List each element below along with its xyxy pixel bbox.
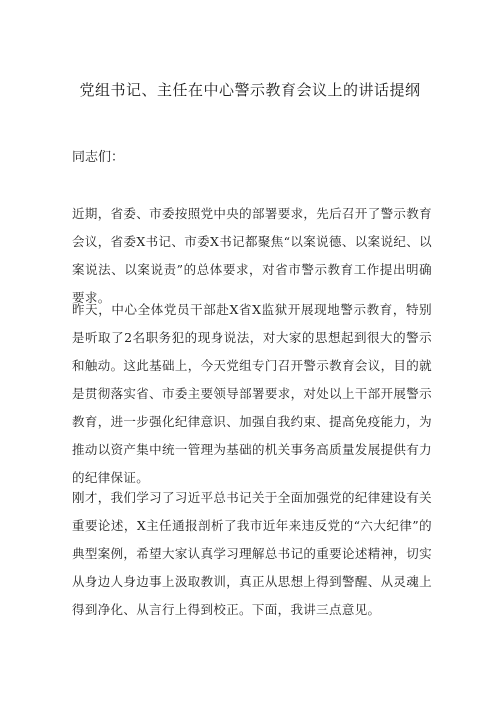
paragraph-2: 昨天，中心全体党员干部赴X省X监狱开展现地警示教育，特别是听取了2名职务犯的现身说法，对大家的思想起到很大的警示和触动。这此基础上，今天党组专门召开警示教育会议，目的就是贯彻落实省、市委主要领导部署要求，对处以上干部开展警示教育，进一步强化纪律意识、加强自我约束、提高免疫能力，为推动以资产集中统一管理为基础的机关事务高质量发展提供有力的纪律保证。 (72, 302, 432, 485)
paragraph-1: 近期，省委、市委按照党中央的部署要求，先后召开了警示教育会议，省委X书记、市委X书记都聚焦“以案说德、以案说纪、以案说法、以案说责”的总体要求，对省市警示教育工作提出明确要求。 (72, 206, 432, 305)
paragraph-3: 刚才，我们学习了习近平总书记关于全面加强党的纪律建设有关重要论述，X主任通报剖析了我市近年来违反党的“六大纪律”的典型案例，希望大家认真学习理解总书记的重要论述精神，切实从身边人身边事上汲取教训，真正从思想上得到警醒、从灵魂上得到净化、从言行上得到校正。下面，我讲三点意见。 (72, 490, 432, 617)
salutation: 同志们： (72, 150, 125, 165)
document-title: 党组书记、主任在中心警示教育会议上的讲话提纲 (79, 81, 421, 99)
